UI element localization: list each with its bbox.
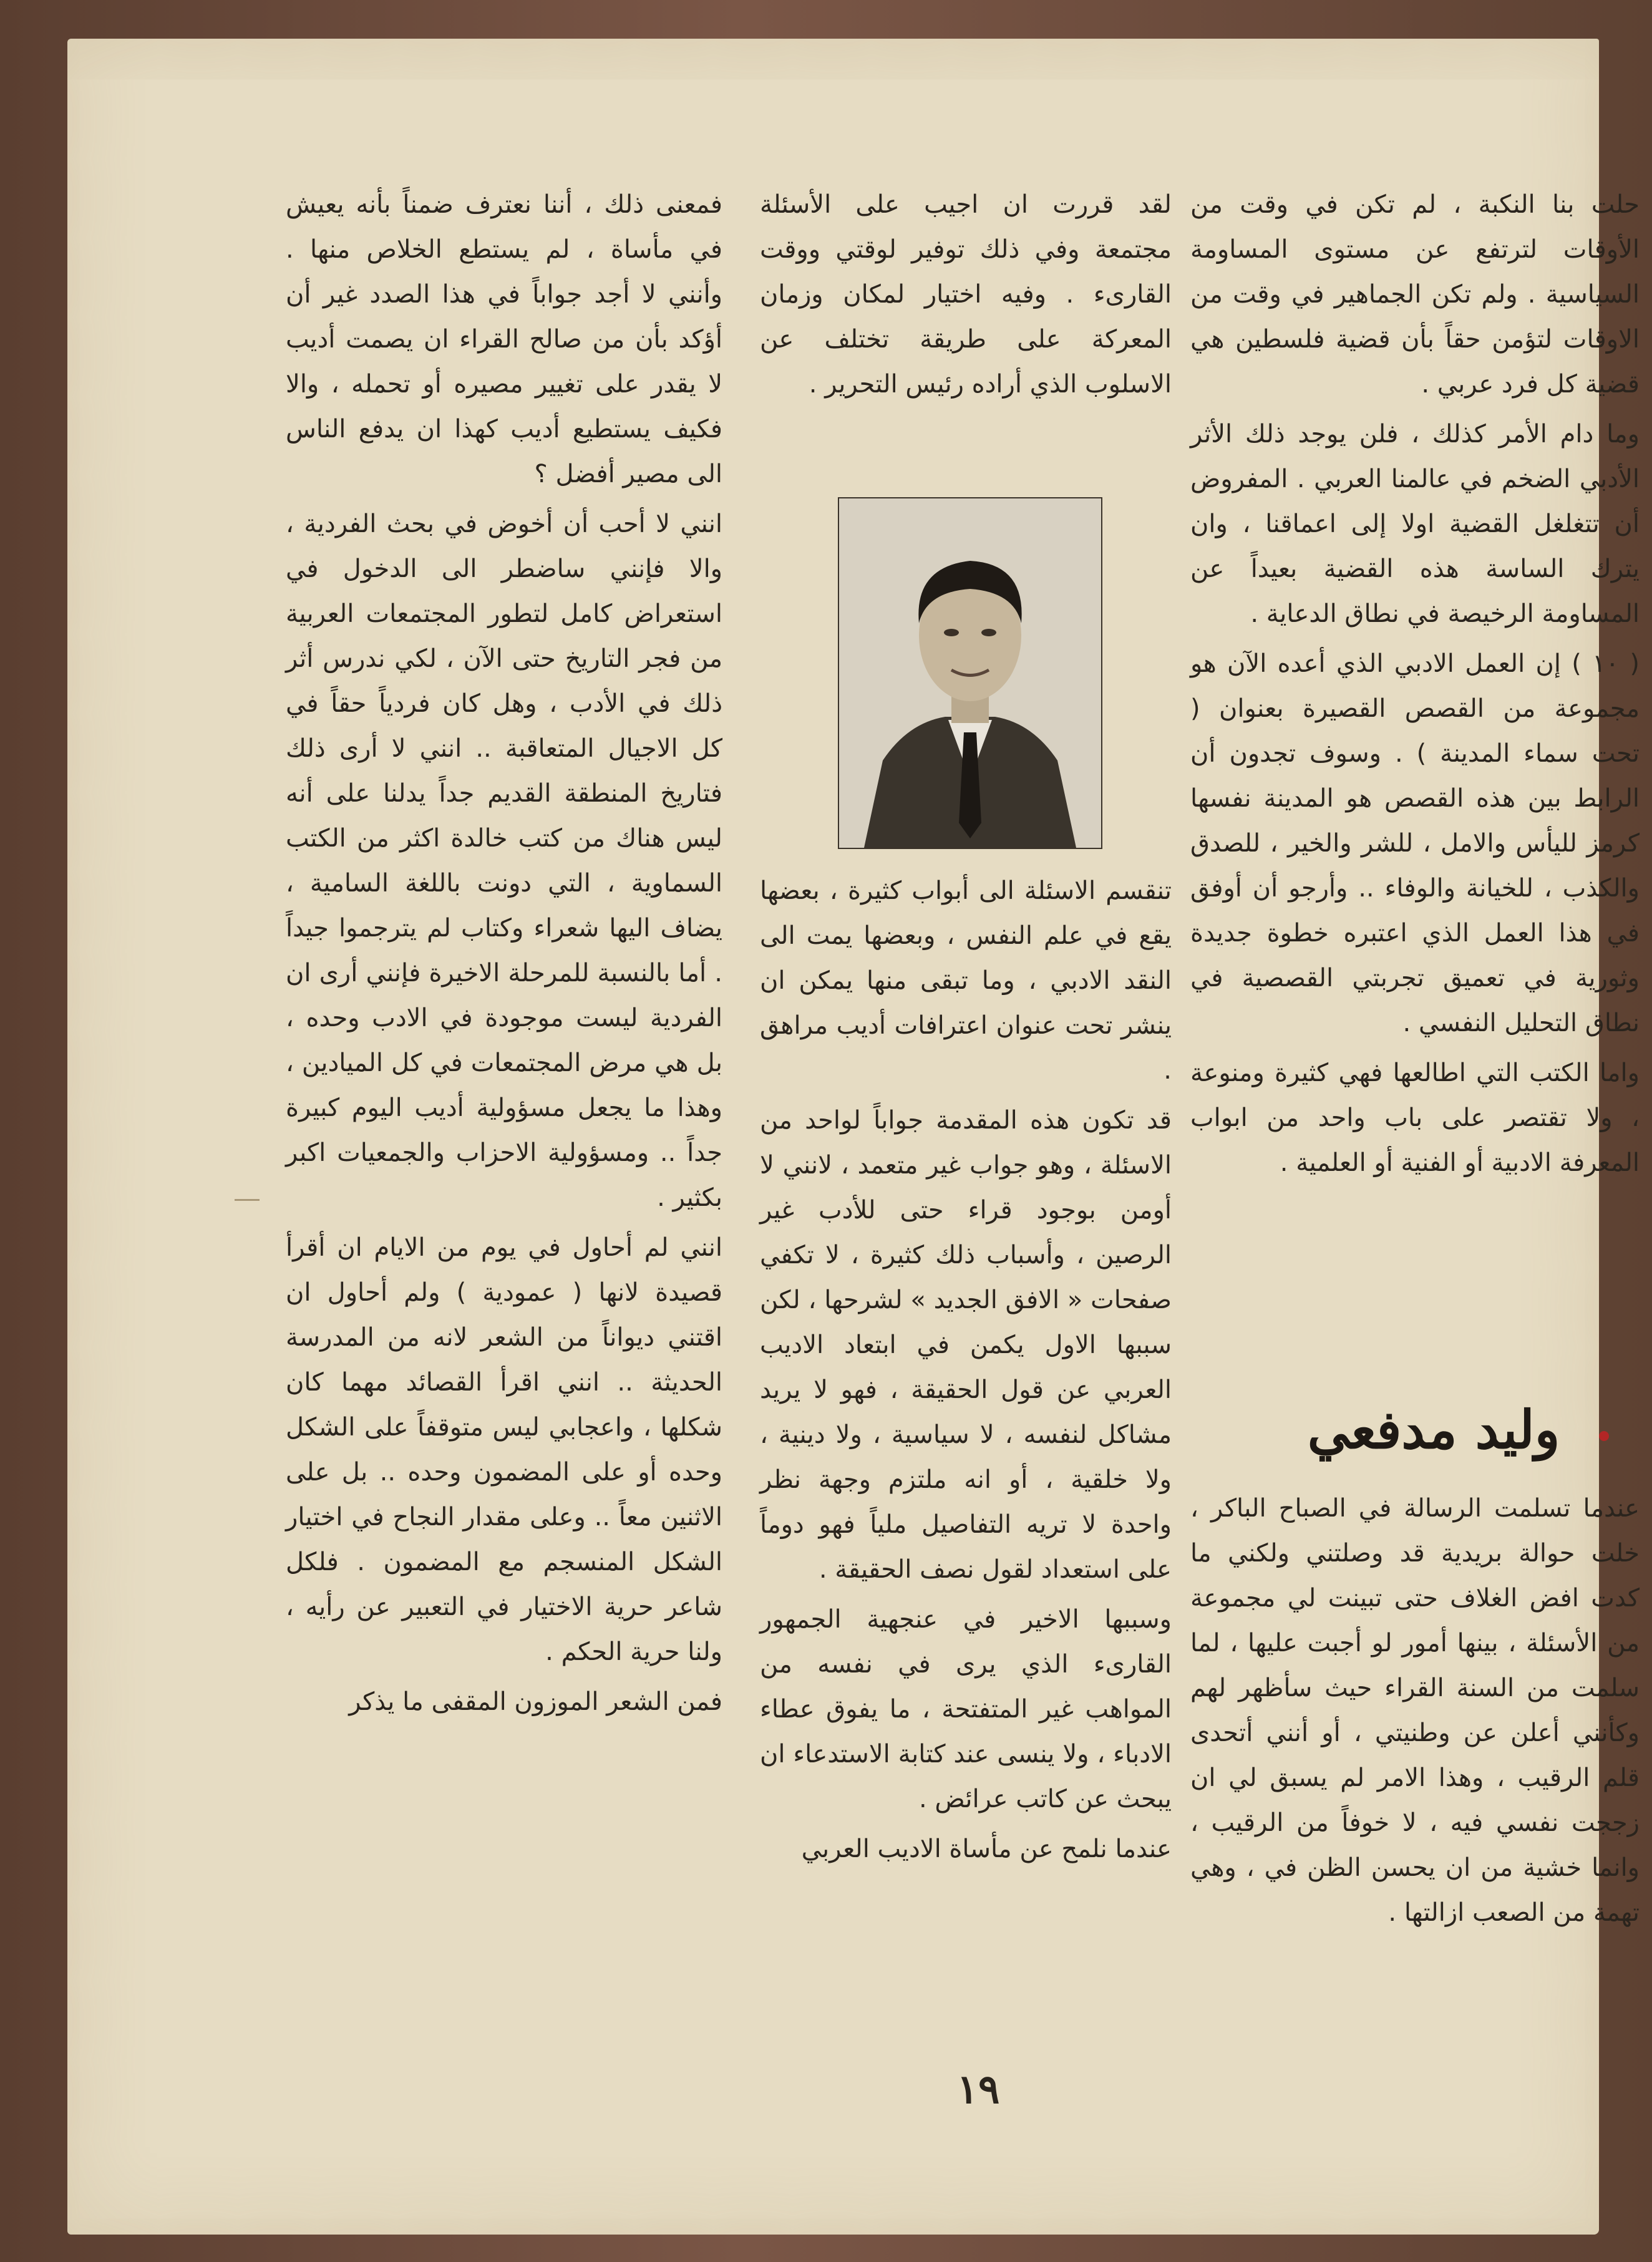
paragraph: فمن الشعر الموزون المقفى ما يذكر <box>349 1687 722 1716</box>
paragraph: وما دام الأمر كذلك ، فلن يوجد ذلك الأثر الأدبي الضخم في عالمنا العربي . المفروض أن تتغلغل القضية اولا إلى اعماقنا ، وان يترك الساسة هذه القضية بعيداً عن المساومة الرخيصة في نطاق الدعاية . <box>1190 420 1640 628</box>
margin-mark <box>235 1199 260 1201</box>
paragraph: لقد قررت ان اجيب على الأسئلة مجتمعة وفي ذلك توفير لوقتي ووقت القارىء . وفيه اختيار لمكان وزمان المعركة على طريقة تختلف عن الاسلوب الذي أراده رئيس التحرير . <box>760 190 1172 399</box>
paragraph: انني لم أحاول في يوم من الايام ان أقرأ قصيدة لانها ( عمودية ) ولم أحاول ان اقتني ديواناً من الشعر لانه من المدرسة الحديثة .. انني اقرأ القصائد مهما كان شكلها ، واعجابي ليس متوقفاً على الشكل وحده أو على المضمون وحده .. بل على الاثنين معاً .. وعلى مقدار النجاح في اختيار الشكل المنسجم مع المضمون . فلكل شاعر حرية الاختيار في التعبير عن رأيه ، ولنا حرية الحكم . <box>286 1233 722 1666</box>
right-column <box>1190 182 1640 1190</box>
paragraph: عندما نلمح عن مأساة الاديب العربي <box>801 1835 1172 1863</box>
paragraph: وسببها الاخير في عنجهية الجمهور القارىء الذي يرى في نفسه من المواهب غير المتفتحة ، ما يفوق عطاء الادباء ، ولا ينسى عند كتابة الاستدعاء ان يبحث عن كاتب عرائض . <box>760 1605 1172 1813</box>
red-dot-mark <box>1599 1431 1609 1441</box>
paragraph: حلت بنا النكبة ، لم تكن في وقت من الأوقات لترتفع عن مستوى المساومة السياسية . ولم تكن الجماهير في وقت من الاوقات لتؤمن حقاً بأن قضية فلسطين هي قضية كل فرد عربي . <box>1190 190 1640 399</box>
author-portrait-photo <box>838 497 1102 849</box>
author-name: وليد مدفعي <box>1307 1399 1560 1460</box>
magazine-page <box>67 39 1640 2235</box>
paragraph: ( ١٠ ) إن العمل الادبي الذي أعده الآن هو مجموعة من القصص القصيرة بعنوان ( تحت سماء المدينة ) . وسوف تجدون أن الرابط بين هذه القصص هو المدينة نفسها كرمز لليأس والامل ، للشر والخير ، للصدق والكذب ، للخيانة والوفاء .. وأرجو أن أوفق في هذا العمل الذي اعتبره خطوة جديدة وثورية في تعميق تجربتي القصصية في نطاق التحليل النفسي . <box>1190 649 1640 1037</box>
paragraph: عندما تسلمت الرسالة في الصباح الباكر ، خلت حوالة بريدية قد وصلتني ولكني ما كدت افض الغلاف حتى تبينت لي مجموعة من الأسئلة ، بينها أمور لو أجبت عليها ، لما سلمت من السنة القراء حيث سأظهر لهم وكأنني أعلن عن وطنيتي ، أو أنني أتحدى قلم الرقيب ، وهذا الامر لم يسبق لي ان زججت نفسي فيه ، لا خوفاً من الرقيب ، وانما خشية من ان يحسن الظن في ، وهي تهمة من الصعب ازالتها . <box>1190 1494 1640 1927</box>
page-number: ١٩ <box>956 2066 1000 2113</box>
portrait-illustration <box>839 498 1101 848</box>
paragraph: تنقسم الاسئلة الى أبواب كثيرة ، بعضها يقع في علم النفس ، وبعضها يمت الى النقد الادبي ، وما تبقى منها يمكن ان ينشر تحت عنوان اعترافات أديب مراهق . <box>760 876 1172 1085</box>
paragraph: انني لا أحب أن أخوض في بحث الفردية ، والا فإنني ساضطر الى الدخول في استعراض كامل لتطور المجتمعات العربية من فجر التاريخ حتى الآن ، لكي ندرس أثر ذلك في الأدب ، وهل كان فردياً حقاً في كل الاجيال المتعاقبة .. انني لا أرى ذلك فتاريخ المنطقة القديم جداً يدلنا على أنه ليس هناك من كتب خالدة اكثر من الكتب السماوية ، التي دونت باللغة السامية ، يضاف اليها شعراء وكتاب لم يترجموا جيداً . أما بالنسبة للمرحلة الاخيرة فإنني أرى ان الفردية ليست موجودة في الادب وحده ، بل هي مرض المجتمعات في كل الميادين ، وهذا ما يجعل مسؤولية أديب اليوم كبيرة جداً .. ومسؤولية الاحزاب والجمعيات اكبر بكثير . <box>286 510 722 1212</box>
paragraph: واما الكتب التي اطالعها فهي كثيرة ومنوعة ، ولا تقتصر على باب واحد من ابواب المعرفة الادبية أو الفنية أو العلمية . <box>1190 1059 1640 1177</box>
left-column <box>286 182 722 1729</box>
middle-column-bottom <box>760 868 1172 1876</box>
paragraph: قد تكون هذه المقدمة جواباً لواحد من الاسئلة ، وهو جواب غير متعمد ، لانني لا أومن بوجود قراء حتى للأدب غير الرصين ، وأسباب ذلك كثيرة ، لا تكفي صفحات « الافق الجديد » لشرحها ، لكن سببها الاول يكمن في ابتعاد الاديب العربي عن قول الحقيقة ، فهو لا يريد مشاكل لنفسه ، لا سياسية ، ولا دينية ، ولا خلقية ، أو انه ملتزم وجهة نظر واحدة لا تريه التفاصيل ملياً فهو دوماً على استعداد لقول نصف الحقيقة . <box>760 1106 1172 1584</box>
paragraph: فمعنى ذلك ، أننا نعترف ضمناً بأنه يعيش في مأساة ، لم يستطع الخلاص منها . وأنني لا أجد جواباً في هذا الصدد غير أن أؤكد بأن من صالح القراء ان يصمت أديب لا يقدر على تغيير مصيره أو تحمله ، والا فكيف يستطيع أديب كهذا ان يدفع الناس الى مصير أفضل ؟ <box>286 190 722 488</box>
right-column-lower <box>1190 1486 1640 1940</box>
middle-column-top <box>760 182 1172 412</box>
